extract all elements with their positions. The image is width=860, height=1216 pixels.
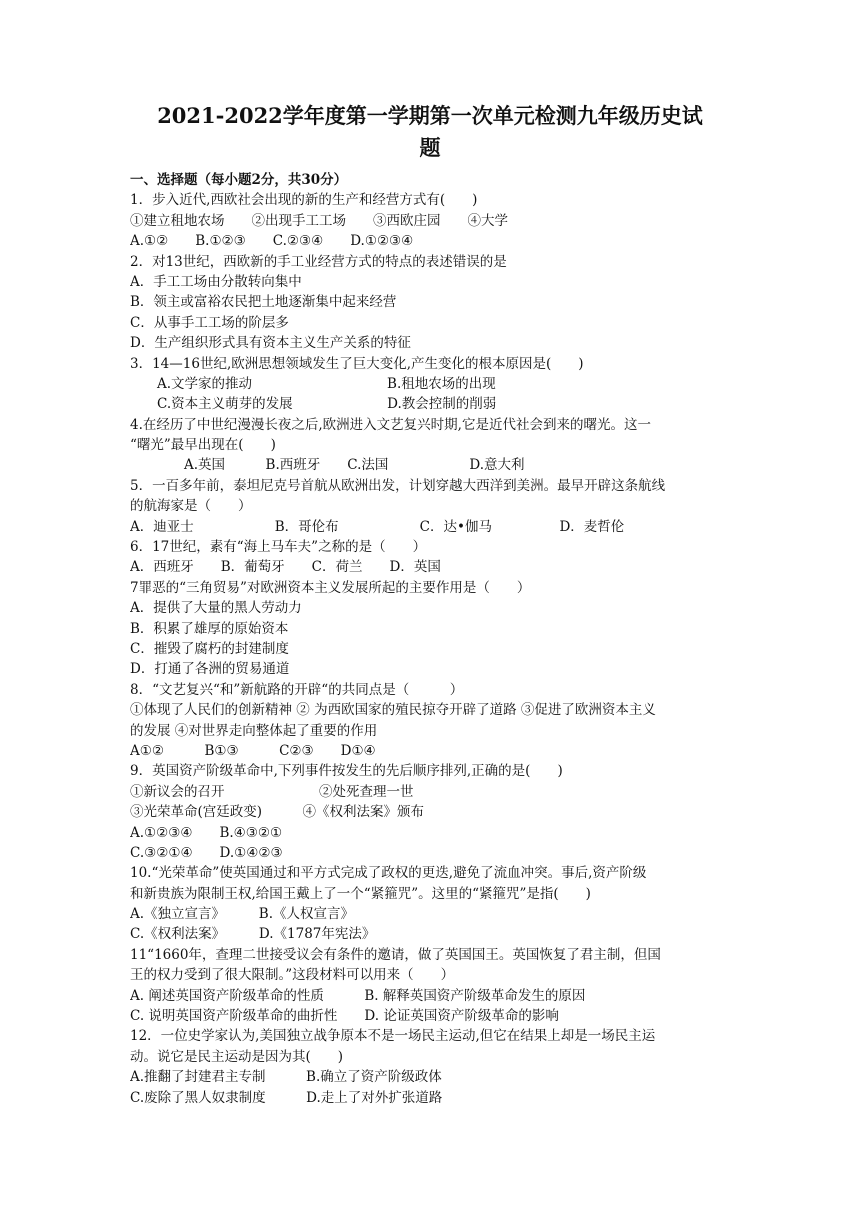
question-line: D．生产组织形式具有资本主义生产关系的特征 (130, 335, 411, 352)
question-line: 的发展 ④对世界走向整体起了重要的作用 (130, 722, 378, 739)
question-line: 7罪恶的“三角贸易”对欧洲资本主义发展所起的主要作用是（ ） (130, 579, 531, 596)
question-line: 12．一位史学家认为,美国独立战争原本不是一场民主运动,但它在结果上却是一场民主运 (130, 1028, 656, 1045)
question-line: C.《权利法案》 D.《1787年宪法》 (130, 926, 376, 943)
question-line: 4.在经历了中世纪漫漫长夜之后,欧洲进入文艺复兴时期,它是近代社会到来的曙光。这一 (130, 416, 651, 433)
question-line: A.英国 B.西班牙 C.法国 D.意大利 (130, 457, 525, 474)
question-line: 11“1660年，查理二世接受议会有条件的邀请，做了英国国王。英国恢复了君主制，但国 (130, 946, 661, 963)
question-line: A．西班牙 B．葡萄牙 C．荷兰 D．英国 (130, 559, 441, 576)
question-line: 5．一百多年前，泰坦尼克号首航从欧洲出发，计划穿越大西洋到美洲。最早开辟这条航线 (130, 477, 666, 494)
question-line: 3．14—16世纪,欧洲思想领域发生了巨大变化,产生变化的根本原因是( ) (130, 355, 584, 372)
question-line: B．领主或富裕农民把土地逐渐集中起来经营 (130, 294, 397, 311)
title-line-2: 题 (419, 135, 441, 160)
question-line: ①新议会的召开 ②处死查理一世 (130, 783, 414, 800)
question-line: 1．步入近代,西欧社会出现的新的生产和经营方式有( ) (130, 192, 478, 209)
question-line: C.废除了黑人奴隶制度 D.走上了对外扩张道路 (130, 1089, 443, 1106)
question-line: C. 说明英国资产阶级革命的曲折性 D. 论证英国资产阶级革命的影响 (130, 1008, 559, 1025)
question-line: A.《独立宣言》 B.《人权宣言》 (130, 906, 355, 923)
question-line: 的航海家是（ ） (130, 498, 252, 515)
question-line: A.推翻了封建君主专制 B.确立了资产阶级政体 (130, 1069, 442, 1086)
question-line: 2．对13世纪，西欧新的手工业经营方式的特点的表述错误的是 (130, 253, 507, 270)
question-line: A①② B①③ C②③ D①④ (130, 742, 376, 759)
question-line: 9．英国资产阶级革命中,下列事件按发生的先后顺序排列,正确的是( ) (130, 763, 563, 780)
question-line: “曙光”最早出现在( ) (130, 437, 276, 454)
question-line: ①建立租地农场 ②出现手工工场 ③西欧庄园 ④大学 (130, 212, 508, 229)
question-line: A.文学家的推动 B.租地农场的出现 (130, 375, 496, 392)
question-line: C．摧毁了腐朽的封建制度 (130, 640, 289, 657)
document-title (110, 100, 750, 164)
question-line: A.①②③④ B.④③②① (130, 824, 283, 841)
question-line: 和新贵族为限制王权,给国王戴上了一个“紧箍咒”。这里的“紧箍咒”是指( ) (130, 885, 591, 902)
question-line: A．提供了大量的黑人劳动力 (130, 600, 302, 617)
question-line: 8．“文艺复兴“和”新航路的开辟“的共同点是（ ） (130, 681, 464, 698)
question-line: A. 阐述英国资产阶级革命的性质 B. 解释英国资产阶级革命发生的原因 (130, 987, 586, 1004)
question-line: B．积累了雄厚的原始资本 (130, 620, 289, 637)
question-line: ③光荣革命(宫廷政变) ④《权利法案》颁布 (130, 804, 425, 821)
question-line: 动。说它是民主运动是因为其( ) (130, 1048, 344, 1065)
question-line: A．迪亚士 B．哥伦布 C．达•伽马 D．麦哲伦 (130, 518, 625, 535)
question-line: 10.“光荣革命”使英国通过和平方式完成了政权的更迭,避免了流血冲突。事后,资产阶级 (130, 865, 647, 882)
question-line: A．手工工场由分散转向集中 (130, 273, 302, 290)
title-line-1: 2021-2022学年度第一学期第一次单元检测九年级历史试 (157, 103, 703, 128)
question-line: C.资本主义萌芽的发展 D.教会控制的削弱 (130, 396, 497, 413)
question-line: 6．17世纪，素有“海上马车夫”之称的是（ ） (130, 539, 427, 556)
question-line: ①体现了人民们的创新精神 ② 为西欧国家的殖民掠夺开辟了道路 ③促进了欧洲资本主义 (130, 702, 656, 719)
section-heading: 一、选择题（每小题2分，共30分） (130, 172, 348, 188)
question-line: 王的权力受到了很大限制。”这段材料可以用来（ ） (130, 967, 455, 984)
question-line: C．从事手工工场的阶层多 (130, 314, 289, 331)
question-list (130, 170, 732, 1108)
question-line: A.①② B.①②③ C.②③④ D.①②③④ (130, 233, 414, 250)
question-line: D．打通了各洲的贸易通道 (130, 661, 290, 678)
question-line: C.③②①④ D.①④②③ (130, 844, 283, 861)
